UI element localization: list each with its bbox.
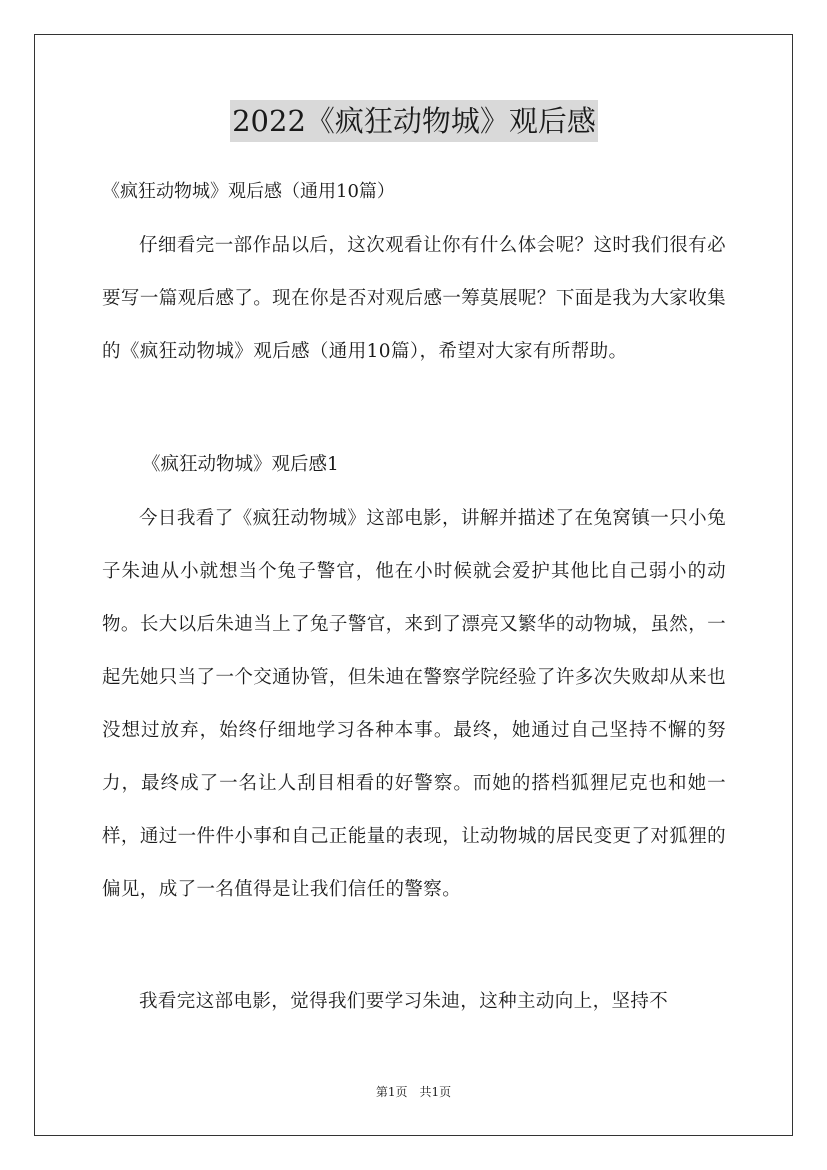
page-number-footer: 第1页 共1页 <box>375 1085 452 1099</box>
document-title: 2022《疯狂动物城》观后感 <box>230 100 598 142</box>
section-heading: 《疯狂动物城》观后感1 <box>142 454 339 475</box>
body-paragraph-continued: 我看完这部电影，觉得我们要学习朱迪，这种主动向上，坚持不 <box>139 991 669 1012</box>
body-paragraph: 今日我看了《疯狂动物城》这部电影，讲解并描述了在兔窝镇一只小兔子朱迪从小就想当个兔子警官，他在小时候就会爱护其他比自己弱小的动物。长大以后朱迪当上了兔子警官，来到了漂亮又繁华的动物城，虽然，一起先她只当了一个交通协管，但朱迪在警察学院经验了许多次失败却从来也没想过放弃，始终仔细地学习各种本事。最终，她通过自己坚持不懈的努力，最终成了一名让人刮目相看的好警察。而她的搭档狐狸尼克也和她一样，通过一件件小事和自己正能量的表现，让动物城的居民变更了对狐狸的偏见，成了一名值得是让我们信任的警察。 <box>102 508 726 900</box>
document-subtitle: 《疯狂动物城》观后感（通用10篇） <box>102 181 395 202</box>
intro-paragraph: 仔细看完一部作品以后，这次观看让你有什么体会呢？这时我们很有必要写一篇观后感了。现在你是否对观后感一筹莫展呢？下面是我为大家收集的《疯狂动物城》观后感（通用10篇），希望对大家有所帮助。 <box>102 235 726 362</box>
